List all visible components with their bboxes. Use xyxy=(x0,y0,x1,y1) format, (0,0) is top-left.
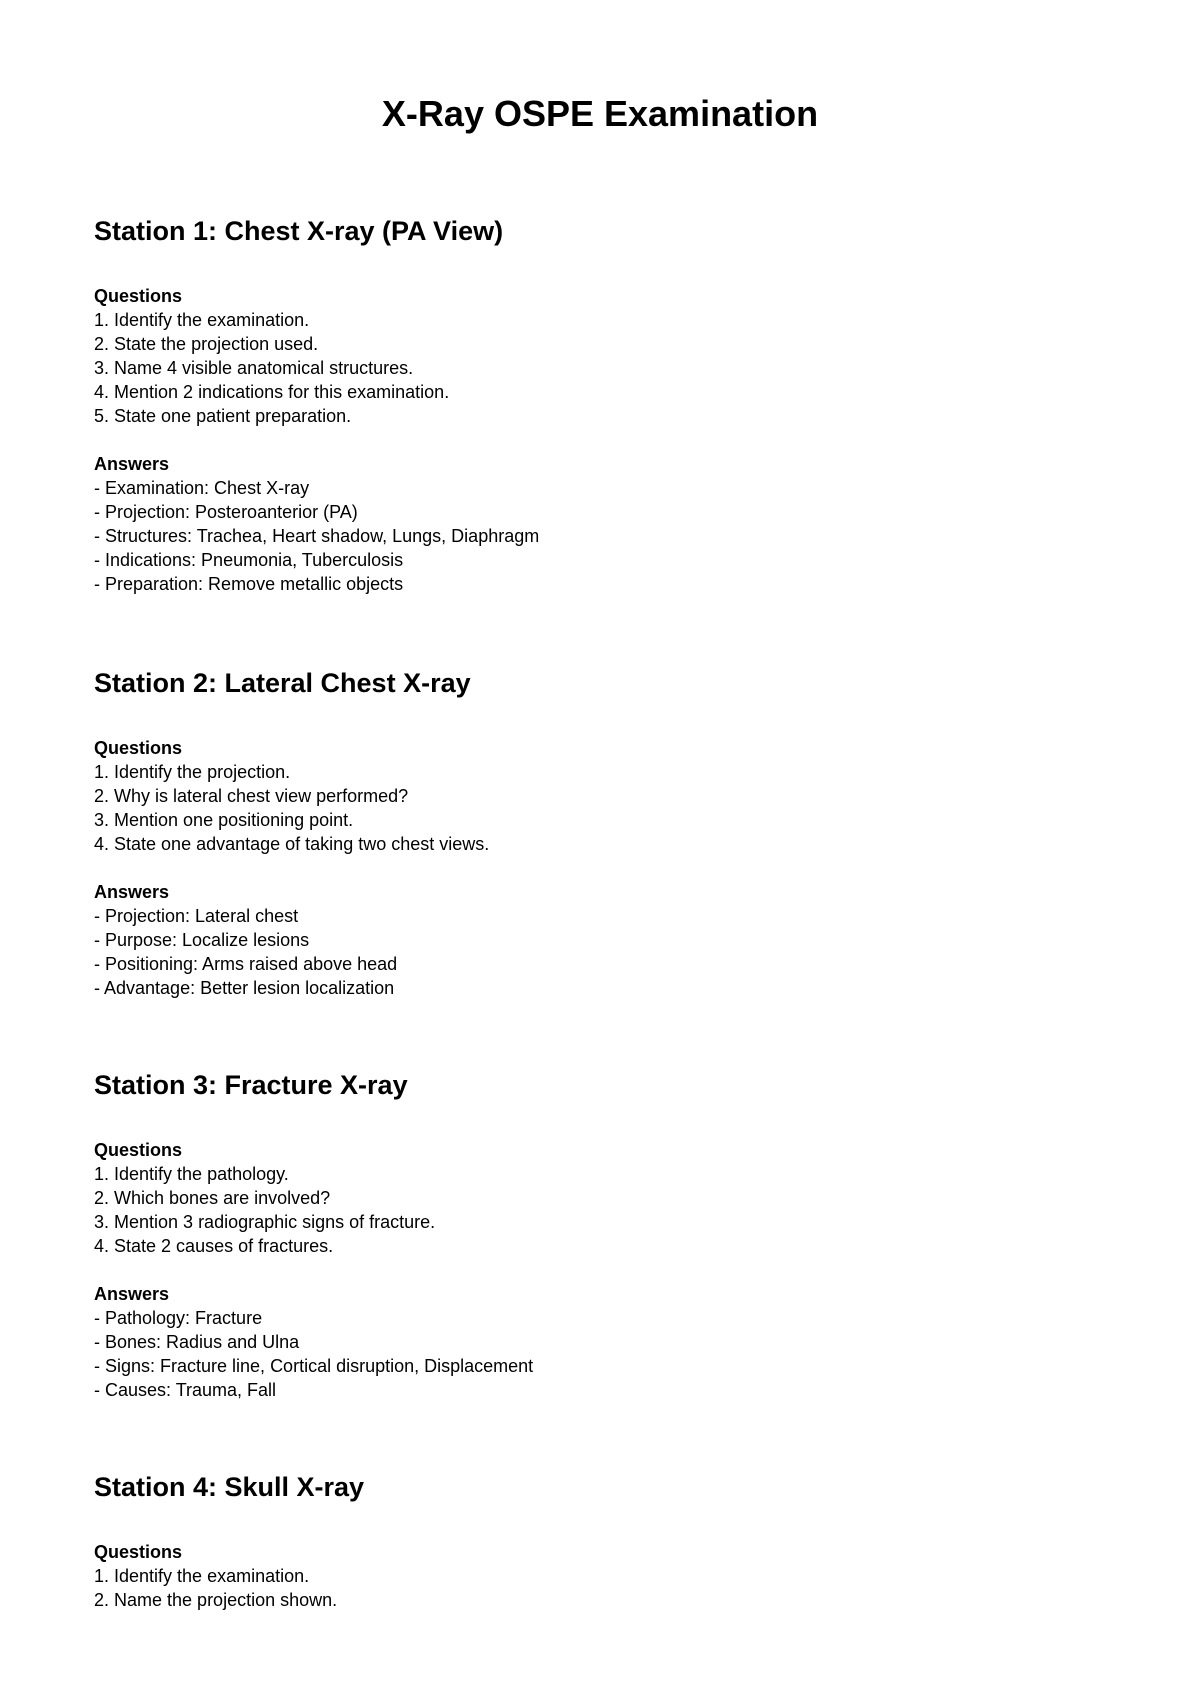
answers-label: Answers xyxy=(94,882,170,902)
station-2 xyxy=(94,666,1094,1000)
question-item: 3. Name 4 visible anatomical structures. xyxy=(94,358,414,378)
question-item: 5. State one patient preparation. xyxy=(94,406,352,426)
station-4 xyxy=(94,1470,1094,1612)
questions-label: Questions xyxy=(94,286,183,306)
question-item: 1. Identify the projection. xyxy=(94,762,291,782)
questions-list xyxy=(94,1564,1094,1612)
questions-label: Questions xyxy=(94,1542,183,1562)
answer-item: - Projection: Lateral chest xyxy=(94,906,299,926)
answer-item: - Purpose: Localize lesions xyxy=(94,930,310,950)
station-heading: Station 4: Skull X-ray xyxy=(94,1472,365,1502)
station-heading: Station 2: Lateral Chest X-ray xyxy=(94,668,471,698)
question-item: 2. Why is lateral chest view performed? xyxy=(94,786,409,806)
document-title: X-Ray OSPE Examination xyxy=(381,93,819,134)
questions-list xyxy=(94,1162,1094,1258)
question-item: 1. Identify the examination. xyxy=(94,310,310,330)
answer-item: - Advantage: Better lesion localization xyxy=(94,978,395,998)
answer-item: - Structures: Trachea, Heart shadow, Lungs, Diaphragm xyxy=(94,526,540,546)
station-1 xyxy=(94,214,1094,596)
answers-list xyxy=(94,904,1094,1000)
answer-item: - Positioning: Arms raised above head xyxy=(94,954,398,974)
questions-list xyxy=(94,760,1094,856)
answer-item: - Causes: Trauma, Fall xyxy=(94,1380,277,1400)
question-item: 2. Name the projection shown. xyxy=(94,1590,338,1610)
answers-list xyxy=(94,476,1094,596)
questions-list xyxy=(94,308,1094,428)
answers-label: Answers xyxy=(94,454,170,474)
answer-item: - Projection: Posteroanterior (PA) xyxy=(94,502,358,522)
answers-list xyxy=(94,1306,1094,1402)
questions-label: Questions xyxy=(94,1140,183,1160)
question-item: 2. State the projection used. xyxy=(94,334,319,354)
answer-item: - Preparation: Remove metallic objects xyxy=(94,574,404,594)
station-heading: Station 3: Fracture X-ray xyxy=(94,1070,408,1100)
answer-item: - Indications: Pneumonia, Tuberculosis xyxy=(94,550,404,570)
answers-label: Answers xyxy=(94,1284,170,1304)
questions-label: Questions xyxy=(94,738,183,758)
question-item: 3. Mention one positioning point. xyxy=(94,810,354,830)
question-item: 3. Mention 3 radiographic signs of fracture. xyxy=(94,1212,436,1232)
question-item: 4. State one advantage of taking two chest views. xyxy=(94,834,490,854)
answer-item: - Signs: Fracture line, Cortical disruption, Displacement xyxy=(94,1356,534,1376)
question-item: 4. State 2 causes of fractures. xyxy=(94,1236,334,1256)
answer-item: - Pathology: Fracture xyxy=(94,1308,263,1328)
question-item: 1. Identify the examination. xyxy=(94,1566,310,1586)
station-heading: Station 1: Chest X-ray (PA View) xyxy=(94,216,504,246)
station-3 xyxy=(94,1068,1094,1402)
question-item: 4. Mention 2 indications for this examination. xyxy=(94,382,450,402)
answer-item: - Examination: Chest X-ray xyxy=(94,478,310,498)
question-item: 1. Identify the pathology. xyxy=(94,1164,289,1184)
question-item: 2. Which bones are involved? xyxy=(94,1188,331,1208)
answer-item: - Bones: Radius and Ulna xyxy=(94,1332,300,1352)
